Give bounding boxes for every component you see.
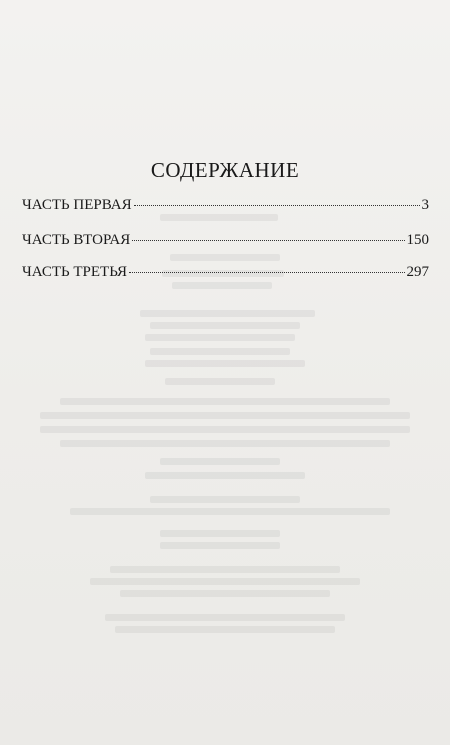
toc-entry-label: ЧАСТЬ ПЕРВАЯ: [22, 197, 132, 213]
toc-entry-page: 297: [406, 264, 429, 280]
dot-leader: [132, 240, 404, 241]
toc-entry-label: ЧАСТЬ ТРЕТЬЯ: [22, 264, 128, 280]
dot-leader: [129, 272, 404, 273]
dot-leader: [134, 205, 420, 206]
toc-entry-page: 150: [406, 232, 429, 248]
toc-entry-label: ЧАСТЬ ВТОРАЯ: [22, 232, 131, 248]
toc-entry-page: 3: [421, 197, 429, 213]
toc-entry-part-two: [22, 232, 429, 249]
toc-entry-part-three: [22, 264, 429, 281]
toc-title: СОДЕРЖАНИЕ: [150, 158, 300, 182]
toc-entry-part-one: [22, 197, 429, 214]
